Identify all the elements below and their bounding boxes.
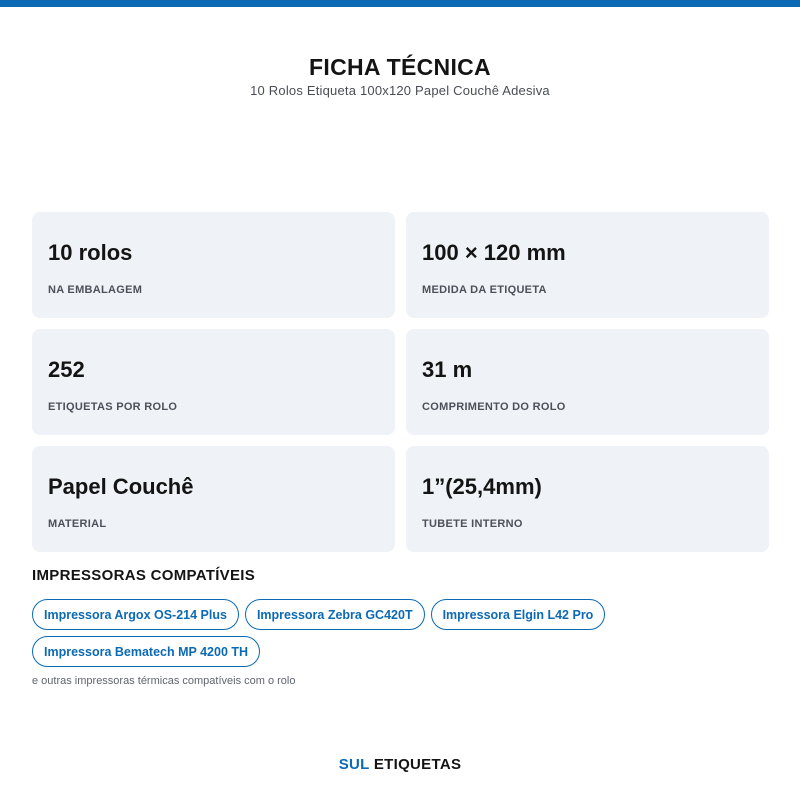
spec-label: COMPRIMENTO DO ROLO bbox=[422, 401, 566, 413]
spec-label: ETIQUETAS POR ROLO bbox=[48, 401, 178, 413]
brand-name-text: ETIQUETAS bbox=[373, 756, 462, 773]
spec-card-material bbox=[32, 446, 395, 552]
spec-card-labels-per-roll bbox=[32, 329, 395, 435]
brand-logo bbox=[0, 756, 800, 773]
spec-label: NA EMBALAGEM bbox=[48, 284, 143, 296]
printer-chip-zebra[interactable]: Impressora Zebra GC420T bbox=[245, 599, 425, 630]
page-subtitle: 10 Rolos Etiqueta 100x120 Papel Couchê Adesiva bbox=[250, 83, 550, 98]
compatible-printers-heading: IMPRESSORAS COMPATÍVEIS bbox=[32, 567, 256, 584]
spec-value: 100 × 120 mm bbox=[422, 240, 566, 265]
printer-chip-elgin[interactable]: Impressora Elgin L42 Pro bbox=[431, 599, 606, 630]
printer-chip-bematech[interactable]: Impressora Bematech MP 4200 TH bbox=[32, 636, 260, 667]
spec-card-label-size bbox=[406, 212, 769, 318]
spec-value: 1”(25,4mm) bbox=[422, 474, 542, 499]
spec-card-core bbox=[406, 446, 769, 552]
spec-label: MEDIDA DA ETIQUETA bbox=[422, 284, 547, 296]
spec-card-quantity bbox=[32, 212, 395, 318]
page-title: FICHA TÉCNICA bbox=[309, 54, 491, 80]
brand-accent-text: SUL bbox=[338, 756, 370, 773]
spec-label: TUBETE INTERNO bbox=[422, 518, 523, 530]
spec-value: 252 bbox=[48, 357, 85, 382]
spec-value: 31 m bbox=[422, 357, 473, 382]
spec-value: 10 rolos bbox=[48, 240, 133, 265]
spec-value: Papel Couchê bbox=[48, 474, 194, 499]
compatible-printers-note: e outras impressoras térmicas compatíveis com o rolo bbox=[32, 675, 296, 687]
spec-card-roll-length bbox=[406, 329, 769, 435]
top-accent-bar bbox=[0, 0, 800, 7]
spec-label: MATERIAL bbox=[48, 518, 107, 530]
printer-chip-list bbox=[32, 599, 732, 667]
printer-chip-argox[interactable]: Impressora Argox OS-214 Plus bbox=[32, 599, 239, 630]
spec-grid bbox=[32, 212, 769, 552]
